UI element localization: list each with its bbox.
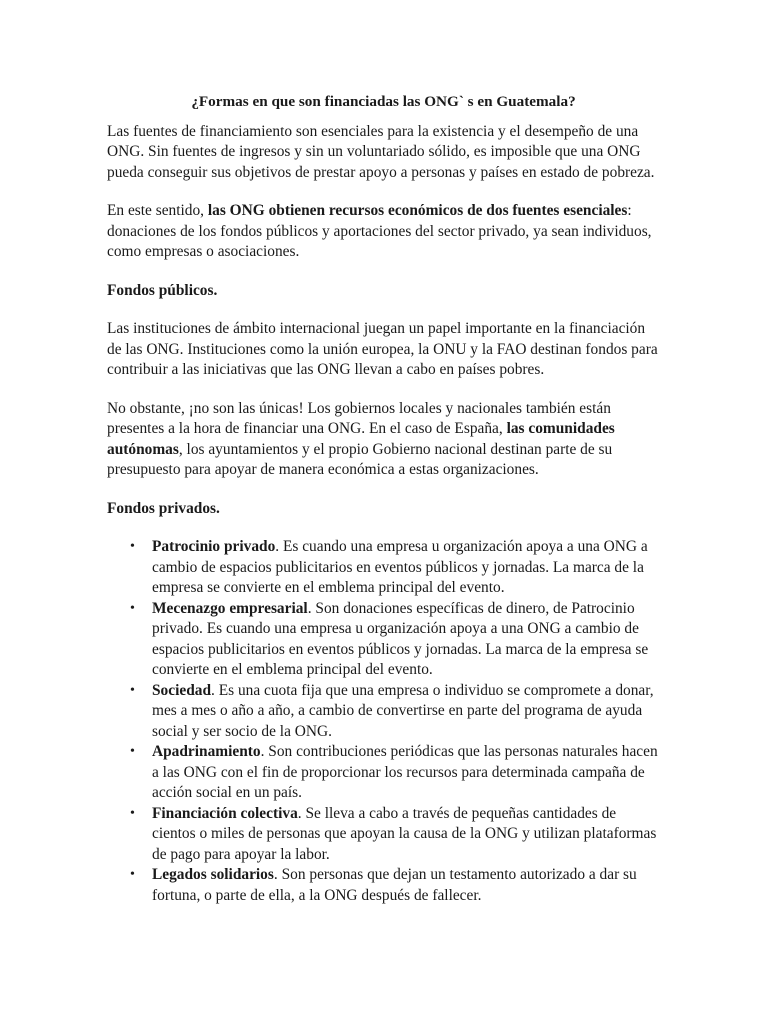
list-item-term: Legados solidarios (152, 866, 274, 883)
bullet-icon: • (130, 744, 135, 759)
sentido-text-post: : donaciones de los fondos públicos y aportaciones del sector privado, ya sean individuos, como empresas o asociaciones. (107, 202, 652, 260)
list-item-sociedad (130, 681, 660, 743)
publicos-p2-bold: las comunidades autónomas (107, 420, 615, 458)
bullet-icon: • (130, 867, 135, 882)
heading-fondos-privados: Fondos privados. (107, 499, 220, 517)
document-title: ¿Formas en que son financiadas las ONG` s en Guatemala? (191, 93, 576, 110)
list-item-financiacion-colectiva (130, 804, 660, 866)
list-item-text: . Es una cuota fija que una empresa o individuo se compromete a donar, mes a mes o año a año, a cambio de convertirse en parte del programa de ayuda social y ser socio de la ONG. (152, 681, 654, 740)
bullet-icon: • (130, 600, 135, 616)
list-item-apadrinamiento (130, 742, 660, 804)
list-item-term: Financiación colectiva (152, 804, 298, 822)
list-item-mecenazgo (130, 599, 660, 681)
list-item-patrocinio (130, 537, 660, 599)
heading-fondos-publicos: Fondos públicos. (107, 281, 218, 299)
sentido-paragraph (107, 201, 660, 263)
list-item-text: . Se lleva a cabo a través de pequeñas cantidades de cientos o miles de personas que apoyan la causa de la ONG y utilizan plataformas de pago para apoyar la labor. (152, 804, 657, 863)
bullet-icon: • (130, 682, 135, 698)
sentido-text-bold: las ONG obtienen recursos económicos de dos fuentes esenciales (207, 202, 628, 219)
list-item-text: . Son contribuciones periódicas que las personas naturales hacen a las ONG con el fin de proporcionar los recursos para determinada campaña de acción social en un país. (152, 743, 658, 801)
list-item-legados-solidarios (130, 865, 660, 906)
intro-paragraph: Las fuentes de financiamiento son esenciales para la existencia y el desempeño de una ONG. Sin fuentes de ingresos y sin un voluntariado sólido, es imposible que una ONG pueda conseguir sus objetivos de prestar apoyo a personas y países en estado de pobreza. (107, 122, 655, 181)
privados-list (107, 537, 660, 906)
list-item-text: . Son donaciones específicas de dinero, de Patrocinio privado. Es cuando una empresa u organización apoya a una ONG a cambio de espacios publicitarios en eventos públicos y jornadas. La marca de la empresa se convierte en el emblema principal del evento. (152, 599, 649, 678)
list-item-term: Apadrinamiento (152, 743, 261, 760)
list-item-text: . Son personas que dejan un testamento autorizado a dar su fortuna, o parte de ella, a la ONG después de fallecer. (152, 866, 637, 904)
sentido-text-pre: En este sentido, (107, 202, 208, 219)
list-item-text: . Es cuando una empresa u organización apoya a una ONG a cambio de espacios publicitarios en eventos públicos y jornadas. La marca de la empresa se convierte en el emblema principal del evento. (152, 538, 648, 596)
list-item-term: Patrocinio privado (152, 538, 276, 555)
list-item-term: Sociedad (152, 681, 212, 699)
publicos-p2-post: , los ayuntamientos y el propio Gobierno nacional destinan parte de su presupuesto para apoyar de manera económica a estas organizaciones. (107, 440, 613, 478)
bullet-icon: • (130, 805, 135, 821)
publicos-p2-pre: No obstante, ¡no son las únicas! Los gobiernos locales y nacionales también están presentes a la hora de financiar una ONG. En el caso de España, (107, 399, 611, 437)
bullet-icon: • (130, 539, 135, 554)
publicos-paragraph-2 (107, 399, 660, 481)
publicos-paragraph-1: Las instituciones de ámbito internacional juegan un papel importante en la financiación de las ONG. Instituciones como la unión europea, la ONU y la FAO destinan fondos para contribuir a las iniciativas que las ONG llevan a cabo en países pobres. (107, 320, 658, 378)
list-item-term: Mecenazgo empresarial (152, 599, 308, 617)
